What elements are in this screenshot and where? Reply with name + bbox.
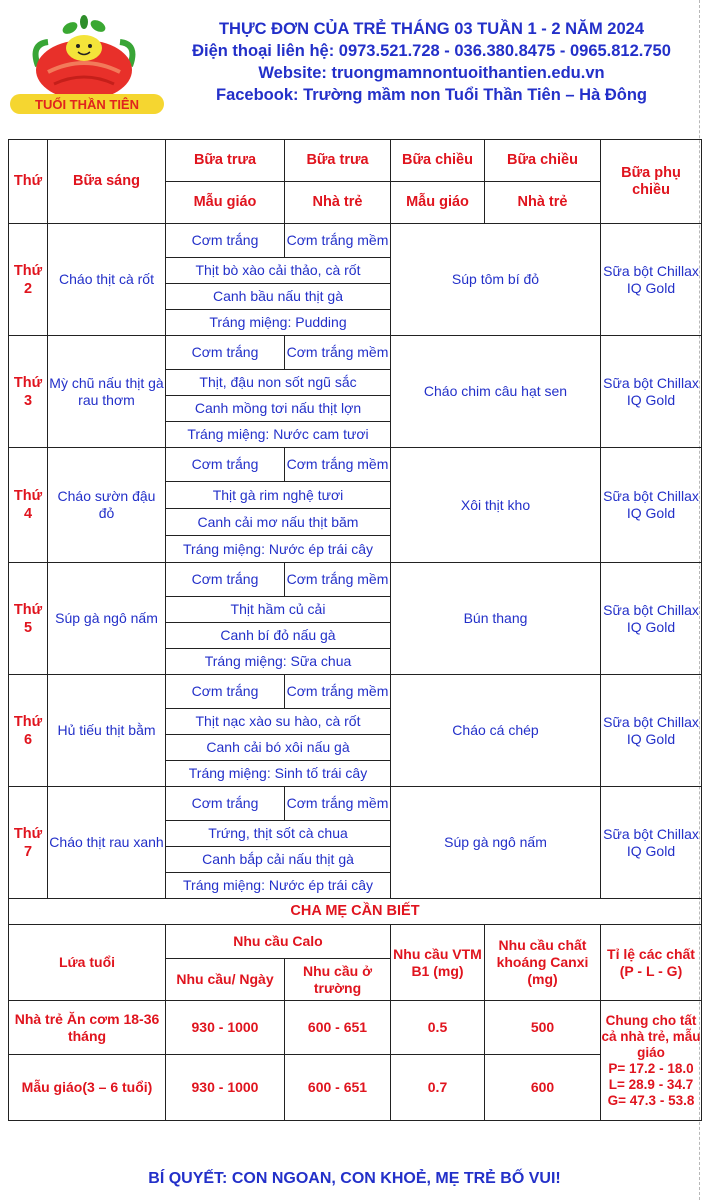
page-header (0, 0, 703, 125)
col-day: Thứ (9, 140, 48, 224)
soup-dish: Canh bí đỏ nấu gà (166, 623, 391, 649)
calo-header: Nhu cầu Calo (166, 925, 391, 959)
rice-kindergarten: Cơm trắng (166, 563, 285, 597)
vtm-value: 0.7 (391, 1055, 485, 1121)
afternoon-cell: Súp gà ngô nấm (391, 787, 601, 899)
main-dish: Thịt, đậu non sốt ngũ sắc (166, 370, 391, 396)
soup-dish: Canh cải bó xôi nấu gà (166, 735, 391, 761)
col-lunch-nursery: Bữa trưa (285, 140, 391, 182)
rice-nursery: Cơm trắng mềm (285, 675, 391, 709)
dessert: Tráng miệng: Nước cam tươi (166, 422, 391, 448)
footer-slogan: BÍ QUYẾT: CON NGOAN, CON KHOẺ, MẸ TRẺ BỐ VUI! (148, 1170, 561, 1187)
day-label: Thứ 5 (9, 563, 48, 675)
sub-kindergarten: Mẫu giáo (166, 182, 285, 224)
col-snack: Bữa phụ chiều (601, 140, 702, 224)
ratio-l: L= 28.9 - 34.7 (608, 1076, 694, 1092)
rice-nursery: Cơm trắng mềm (285, 563, 391, 597)
rice-kindergarten: Cơm trắng (166, 336, 285, 370)
afternoon-cell: Bún thang (391, 563, 601, 675)
school-logo (8, 14, 166, 116)
rice-kindergarten: Cơm trắng (166, 448, 285, 482)
day-label: Thứ 7 (9, 787, 48, 899)
svg-text:TUỔI THẦN TIÊN: TUỔI THẦN TIÊN (35, 97, 139, 112)
phone-line: Điện thoại liên hệ: 0973.521.728 - 036.380.8475 - 0965.812.750 (192, 42, 671, 60)
sub-nursery: Nhà trẻ (485, 182, 601, 224)
afternoon-cell: Súp tôm bí đỏ (391, 224, 601, 336)
snack-cell: Sữa bột Chillax IQ Gold (601, 675, 702, 787)
snack-cell: Sữa bột Chillax IQ Gold (601, 787, 702, 899)
afternoon-cell: Cháo cá chép (391, 675, 601, 787)
snack-cell: Sữa bột Chillax IQ Gold (601, 563, 702, 675)
rice-kindergarten: Cơm trắng (166, 224, 285, 258)
breakfast-cell: Súp gà ngô nấm (48, 563, 166, 675)
afternoon-cell: Cháo chim câu hạt sen (391, 336, 601, 448)
sub-kindergarten: Mẫu giáo (391, 182, 485, 224)
dessert: Tráng miệng: Nước ép trái cây (166, 536, 391, 563)
main-dish: Thịt bò xào cải thảo, cà rốt (166, 258, 391, 284)
breakfast-cell: Cháo thịt rau xanh (48, 787, 166, 899)
dessert: Tráng miệng: Nước ép trái cây (166, 873, 391, 899)
per-day-header: Nhu cầu/ Ngày (166, 959, 285, 1001)
rice-nursery: Cơm trắng mềm (285, 787, 391, 821)
col-afternoon-nursery: Bữa chiều (485, 140, 601, 182)
main-dish: Trứng, thịt sốt cà chua (166, 821, 391, 847)
canxi-value: 500 (485, 1001, 601, 1055)
rice-nursery: Cơm trắng mềm (285, 336, 391, 370)
main-dish: Thịt hầm củ cải (166, 597, 391, 623)
col-breakfast: Bữa sáng (48, 140, 166, 224)
main-dish: Thịt nạc xào su hào, cà rốt (166, 709, 391, 735)
at-school-value: 600 - 651 (285, 1055, 391, 1121)
ratio-note: Chung cho tất cả nhà trẻ, mẫu giáo (601, 1012, 701, 1060)
at-school-value: 600 - 651 (285, 1001, 391, 1055)
dessert: Tráng miệng: Sữa chua (166, 649, 391, 675)
age-nursery: Nhà trẻ Ăn cơm 18-36 tháng (9, 1001, 166, 1055)
dessert: Tráng miệng: Pudding (166, 310, 391, 336)
breakfast-cell: Mỳ chũ nấu thịt gà rau thơm (48, 336, 166, 448)
day-label: Thứ 2 (9, 224, 48, 336)
age-kindergarten: Mẫu giáo(3 – 6 tuổi) (9, 1055, 166, 1121)
rice-nursery: Cơm trắng mềm (285, 224, 391, 258)
per-day-value: 930 - 1000 (166, 1055, 285, 1121)
at-school-header: Nhu cầu ở trường (285, 959, 391, 1001)
vtm-header: Nhu cầu VTM B1 (mg) (391, 925, 485, 1001)
facebook-line: Facebook: Trường mầm non Tuổi Thần Tiên – Hà Đông (215, 86, 647, 104)
breakfast-cell: Hủ tiếu thịt bằm (48, 675, 166, 787)
dessert: Tráng miệng: Sinh tố trái cây (166, 761, 391, 787)
canxi-value: 600 (485, 1055, 601, 1121)
soup-dish: Canh cải mơ nấu thịt băm (166, 509, 391, 536)
ratio-g: G= 47.3 - 53.8 (607, 1092, 695, 1108)
day-label: Thứ 3 (9, 336, 48, 448)
soup-dish: Canh bắp cải nấu thịt gà (166, 847, 391, 873)
menu-title: THỰC ĐƠN CỦA TRẺ THÁNG 03 TUẦN 1 - 2 NĂM 2024 (218, 20, 645, 38)
ratio-header: Tỉ lệ các chất (P - L - G) (601, 925, 702, 1001)
menu-table (8, 139, 702, 1121)
age-header: Lứa tuổi (9, 925, 166, 1001)
day-label: Thứ 4 (9, 448, 48, 563)
vtm-value: 0.5 (391, 1001, 485, 1055)
day-label: Thứ 6 (9, 675, 48, 787)
breakfast-cell: Cháo thịt cà rốt (48, 224, 166, 336)
snack-cell: Sữa bột Chillax IQ Gold (601, 224, 702, 336)
ratio-cell (601, 1001, 702, 1121)
snack-cell: Sữa bột Chillax IQ Gold (601, 448, 702, 563)
soup-dish: Canh mồng tơi nấu thịt lợn (166, 396, 391, 422)
rice-kindergarten: Cơm trắng (166, 787, 285, 821)
sub-nursery: Nhà trẻ (285, 182, 391, 224)
rice-kindergarten: Cơm trắng (166, 675, 285, 709)
afternoon-cell: Xôi thịt kho (391, 448, 601, 563)
main-dish: Thịt gà rim nghệ tươi (166, 482, 391, 509)
soup-dish: Canh bầu nấu thịt gà (166, 284, 391, 310)
canxi-header: Nhu cầu chất khoáng Canxi (mg) (485, 925, 601, 1001)
ratio-p: P= 17.2 - 18.0 (608, 1060, 694, 1076)
per-day-value: 930 - 1000 (166, 1001, 285, 1055)
col-afternoon-kg: Bữa chiều (391, 140, 485, 182)
rice-nursery: Cơm trắng mềm (285, 448, 391, 482)
col-lunch-kg: Bữa trưa (166, 140, 285, 182)
snack-cell: Sữa bột Chillax IQ Gold (601, 336, 702, 448)
website-line: Website: truongmamnontuoithantien.edu.vn (258, 64, 605, 82)
header-text (160, 18, 703, 106)
breakfast-cell: Cháo sườn đậu đỏ (48, 448, 166, 563)
parents-title: CHA MẸ CẦN BIẾT (9, 899, 702, 925)
